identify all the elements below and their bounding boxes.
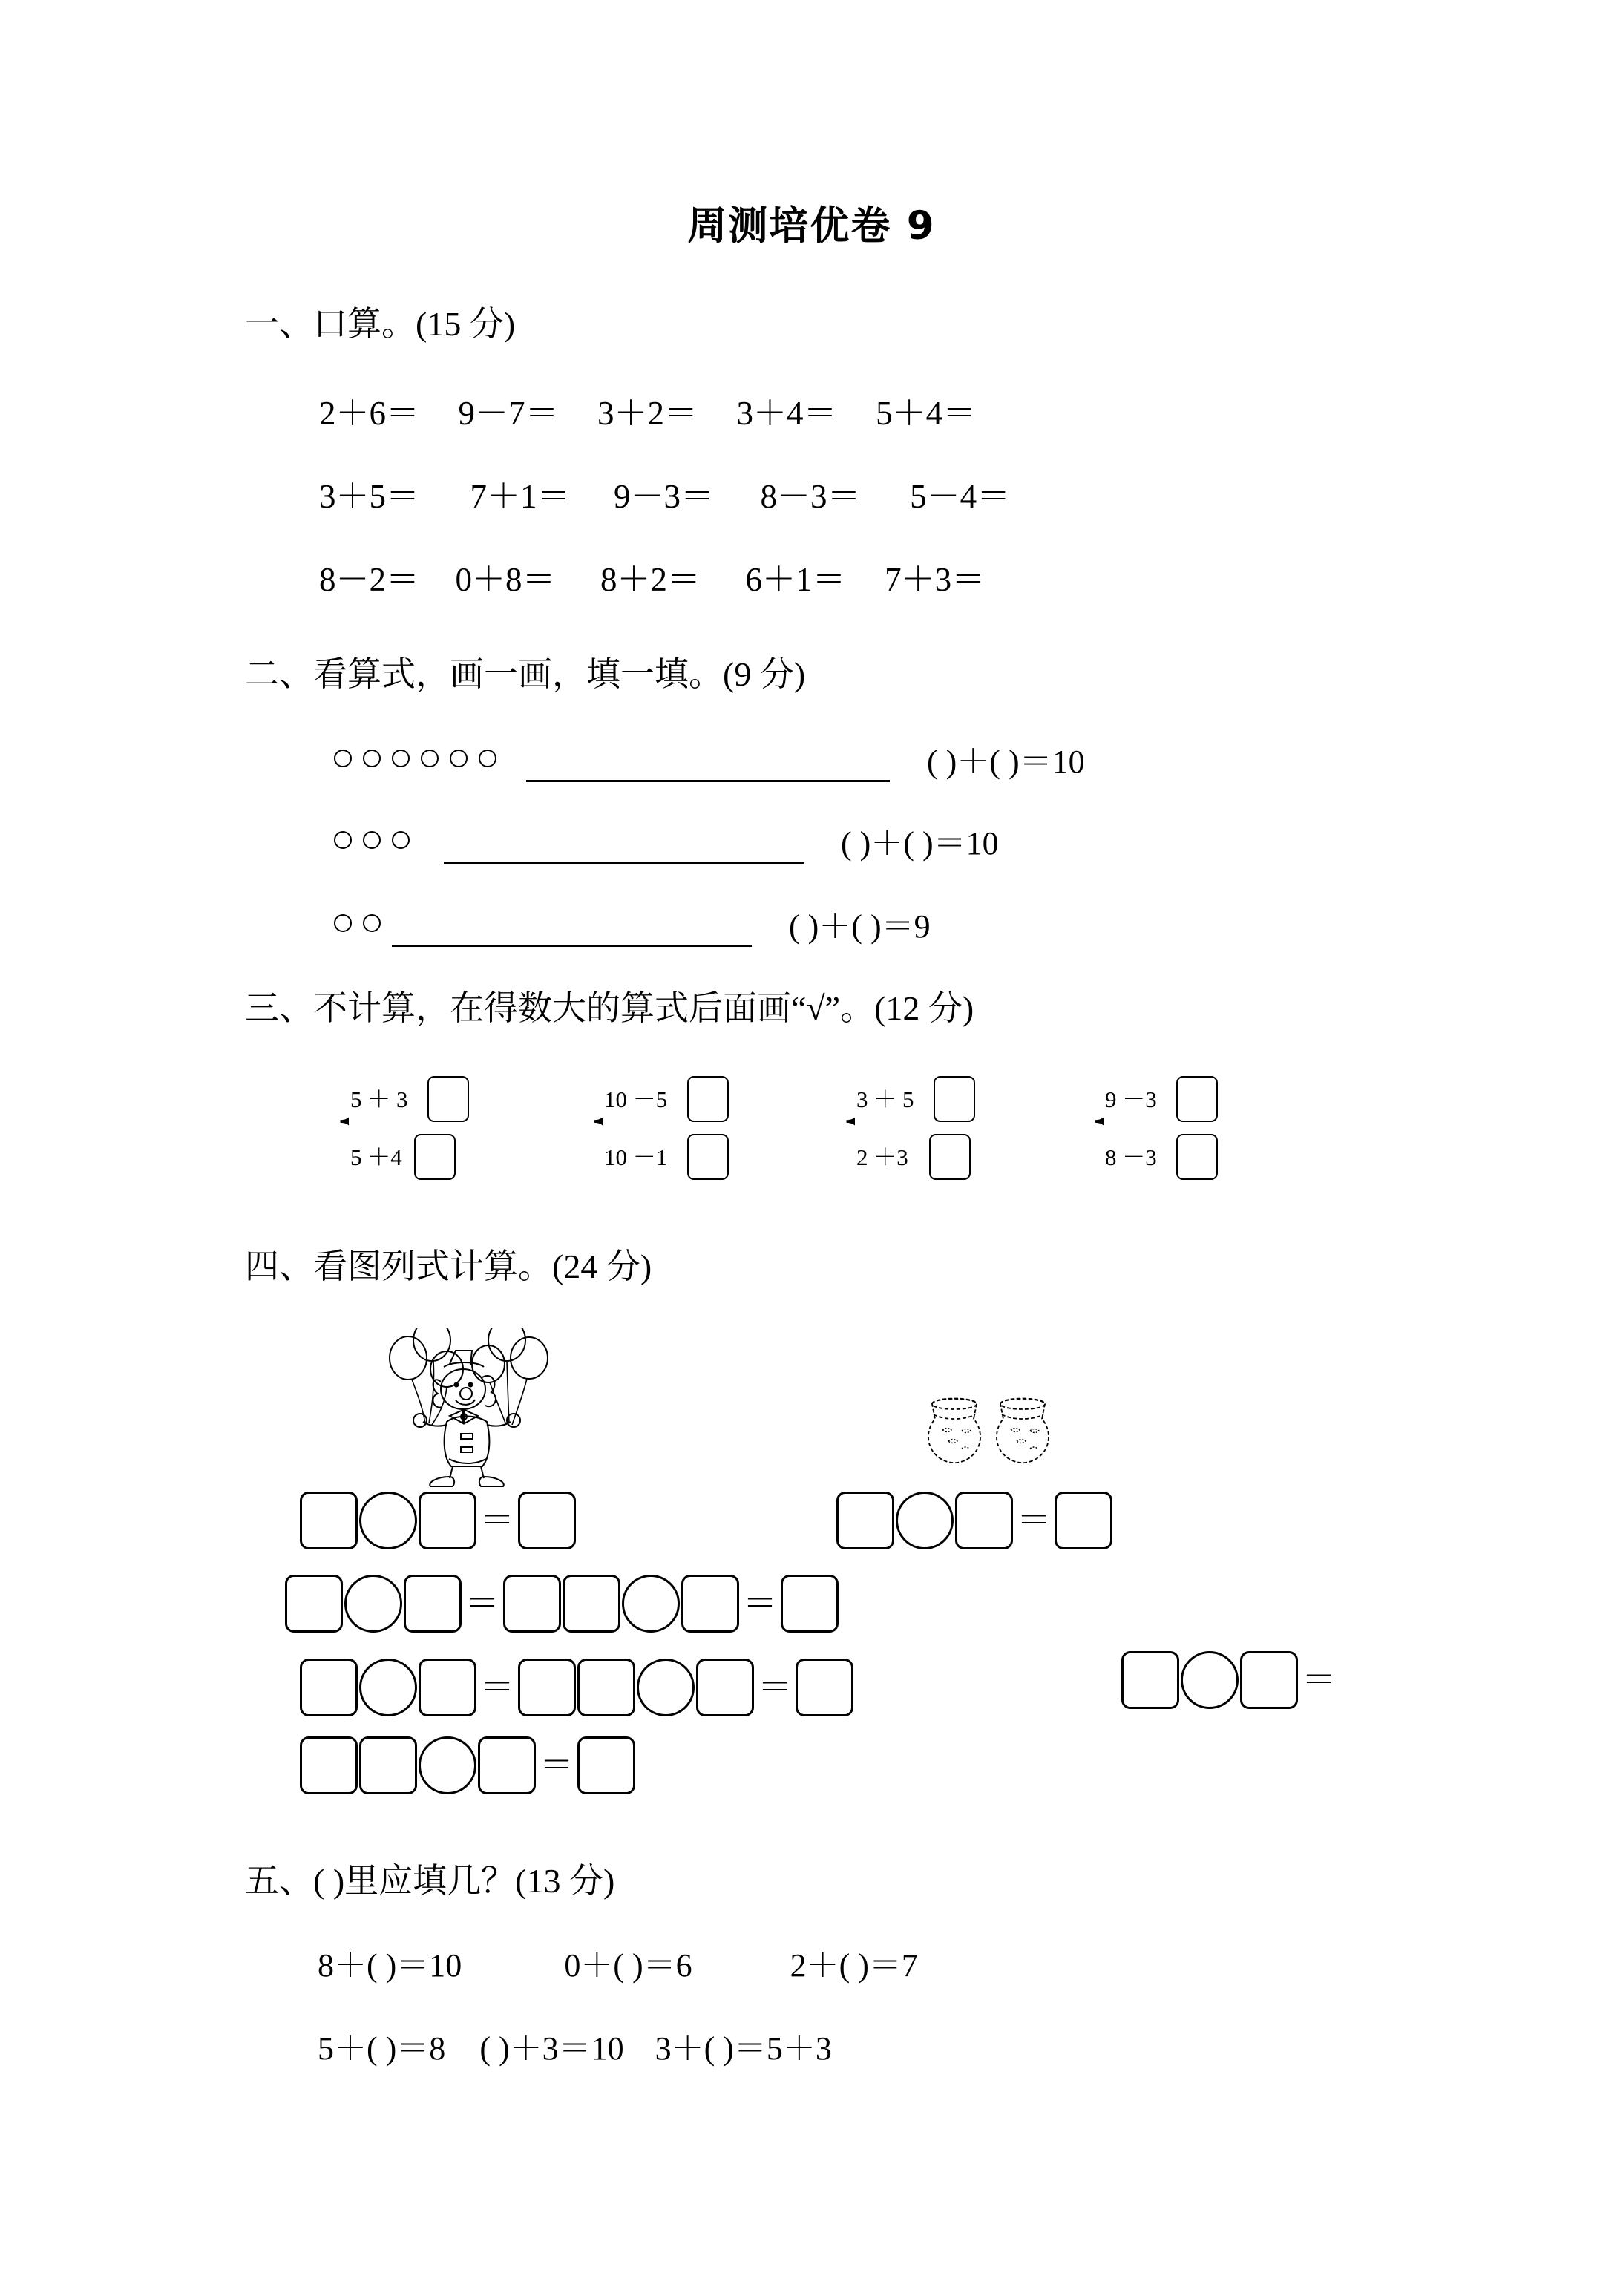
operator-circle[interactable] [1181, 1651, 1239, 1709]
fill-blank-problem: 0＋( )＝6 [564, 1947, 692, 1984]
fill-blank-problem: ( )＋3＝10 [479, 2030, 624, 2067]
fill-blank-problem: 5＋( )＝8 [318, 2030, 446, 2067]
oral-expr: 8－2＝ [319, 561, 420, 598]
equals-sign: ＝ [480, 1501, 514, 1539]
compare-expr-bottom: 10 －1 [604, 1144, 668, 1170]
picture-equation-row-1-left [301, 1492, 575, 1563]
draw-fill-row-3 [334, 899, 931, 947]
answer-box[interactable] [478, 1736, 536, 1794]
fill-blank-problem: 2＋( )＝7 [790, 1947, 918, 1984]
hollow-circle [392, 831, 410, 849]
draw-fill-row-1 [334, 735, 1085, 782]
check-box-bottom[interactable] [687, 1134, 729, 1180]
section-heading-5: 五、( )里应填几？(13 分) [245, 1862, 615, 1900]
picture-equation-row-3-right [1122, 1651, 1337, 1722]
oral-expr: 8－3＝ [760, 478, 861, 515]
oral-expr: 6＋1＝ [745, 561, 846, 598]
hollow-circle [363, 750, 381, 767]
answer-box[interactable] [419, 1659, 476, 1716]
compare-expr-top: 10 －5 [604, 1086, 668, 1112]
oral-expr: 7＋3＝ [885, 561, 986, 598]
hollow-circle [479, 750, 496, 767]
answer-box[interactable] [955, 1492, 1013, 1549]
compare-expr-top: 9 －3 [1105, 1086, 1157, 1112]
operator-circle[interactable] [359, 1492, 417, 1549]
compare-group-2 [586, 1076, 757, 1180]
brace-icon [586, 1078, 603, 1178]
answer-box[interactable] [1121, 1651, 1179, 1709]
circle-group-1 [334, 750, 499, 767]
answer-box[interactable] [681, 1575, 739, 1633]
fill-equation-1: ( )＋( )＝10 [927, 744, 1085, 780]
answer-box[interactable] [563, 1575, 620, 1633]
oral-calc-row-1 [319, 386, 976, 434]
hollow-circle [334, 914, 352, 932]
compare-expr-bottom: 8 －3 [1105, 1144, 1157, 1170]
check-box-bottom[interactable] [1176, 1134, 1218, 1180]
draw-fill-row-2 [334, 816, 999, 864]
check-box-top[interactable] [1176, 1076, 1218, 1122]
compare-group-3 [839, 1076, 1009, 1180]
compare-expr-bottom: 5 ＋4 [350, 1144, 402, 1170]
answer-box[interactable] [836, 1492, 894, 1549]
oral-expr: 5＋4＝ [876, 395, 977, 432]
fill-blank-problem: 3＋( )＝5＋3 [655, 2030, 832, 2067]
hollow-circle [421, 750, 439, 767]
operator-circle[interactable] [359, 1659, 417, 1716]
answer-box[interactable] [781, 1575, 839, 1633]
compare-expr-bottom: 2 ＋3 [856, 1144, 908, 1170]
oral-expr: 2＋6＝ [319, 395, 420, 432]
answer-box[interactable] [696, 1659, 754, 1716]
oral-calc-row-3 [319, 552, 985, 600]
equals-sign: ＝ [540, 1746, 574, 1784]
answer-box[interactable] [300, 1736, 358, 1794]
answer-box[interactable] [577, 1659, 635, 1716]
section-heading-3: 三、不计算，在得数大的算式后面画“√”。(12 分) [245, 989, 974, 1027]
section-heading-2: 二、看算式，画一画，填一填。(9 分) [245, 655, 806, 693]
operator-circle[interactable] [344, 1575, 402, 1633]
answer-box[interactable] [285, 1575, 343, 1633]
picture-equation-row-4 [301, 1736, 635, 1808]
check-box-bottom[interactable] [929, 1134, 971, 1180]
clown-with-balloons-illustration [378, 1328, 557, 1488]
answer-box[interactable] [419, 1492, 476, 1549]
compare-group-1 [332, 1076, 503, 1180]
answer-box[interactable] [577, 1736, 635, 1794]
page-title: 周测培优卷 9 [687, 203, 936, 249]
fill-equation-3: ( )＋( )＝9 [789, 908, 931, 945]
equals-sign: ＝ [480, 1668, 514, 1706]
oral-expr: 9－7＝ [458, 395, 559, 432]
equals-sign: ＝ [1302, 1661, 1336, 1699]
oral-expr: 7＋1＝ [470, 478, 571, 515]
hollow-circle [363, 914, 381, 932]
equals-sign: ＝ [743, 1584, 777, 1622]
two-fish-bowls-illustration [919, 1389, 1060, 1471]
check-box-top[interactable] [934, 1076, 975, 1122]
oral-expr: 3＋5＝ [319, 478, 420, 515]
hollow-circle [334, 831, 352, 849]
equals-sign: ＝ [758, 1668, 792, 1706]
answer-box[interactable] [300, 1492, 358, 1549]
answer-box[interactable] [300, 1659, 358, 1716]
oral-expr: 9－3＝ [614, 478, 715, 515]
answer-box[interactable] [404, 1575, 462, 1633]
operator-circle[interactable] [622, 1575, 680, 1633]
fill-blank-problem: 8＋( )＝10 [318, 1947, 462, 1984]
operator-circle[interactable] [419, 1736, 476, 1794]
hollow-circle [450, 750, 468, 767]
section-heading-1: 一、口算。(15 分) [245, 305, 516, 343]
fill-blank-row-1 [318, 1938, 918, 1986]
hollow-circle [334, 750, 352, 767]
check-box-top[interactable] [427, 1076, 469, 1122]
compare-expr-top: 5 ＋ 3 [350, 1086, 408, 1112]
oral-expr: 3＋4＝ [736, 395, 837, 432]
section-heading-4: 四、看图列式计算。(24 分) [245, 1247, 652, 1285]
equals-sign: ＝ [465, 1584, 499, 1622]
compare-group-4 [1087, 1076, 1258, 1180]
fill-equation-2: ( )＋( )＝10 [841, 825, 999, 862]
draw-blank-line-2[interactable] [444, 839, 804, 864]
hollow-circle [363, 831, 381, 849]
brace-icon [1087, 1078, 1104, 1178]
picture-equation-row-1-right [837, 1492, 1112, 1563]
fill-blank-row-2 [318, 2021, 832, 2069]
answer-box[interactable] [503, 1575, 561, 1633]
picture-equation-row-2 [286, 1575, 838, 1646]
brace-icon [839, 1078, 855, 1178]
answer-box[interactable] [796, 1659, 853, 1716]
answer-box[interactable] [1240, 1651, 1298, 1709]
oral-expr: 8＋2＝ [600, 561, 701, 598]
answer-box[interactable] [1055, 1492, 1112, 1549]
draw-blank-line-3[interactable] [392, 922, 752, 947]
oral-expr: 5－4＝ [910, 478, 1011, 515]
equals-sign: ＝ [1017, 1501, 1051, 1539]
answer-box[interactable] [359, 1736, 417, 1794]
operator-circle[interactable] [896, 1492, 954, 1549]
hollow-circle [392, 750, 410, 767]
check-box-bottom[interactable] [414, 1134, 456, 1180]
brace-icon [332, 1078, 349, 1178]
oral-expr: 3＋2＝ [597, 395, 698, 432]
answer-box[interactable] [518, 1492, 576, 1549]
circle-group-3 [334, 914, 384, 932]
check-box-top[interactable] [687, 1076, 729, 1122]
circle-group-2 [334, 831, 413, 849]
answer-box[interactable] [518, 1659, 576, 1716]
compare-expr-top: 3 ＋ 5 [856, 1086, 914, 1112]
oral-expr: 0＋8＝ [455, 561, 556, 598]
operator-circle[interactable] [637, 1659, 695, 1716]
picture-equation-row-3-left [301, 1659, 853, 1730]
oral-calc-row-2 [319, 469, 1010, 517]
draw-blank-line-1[interactable] [526, 758, 890, 782]
